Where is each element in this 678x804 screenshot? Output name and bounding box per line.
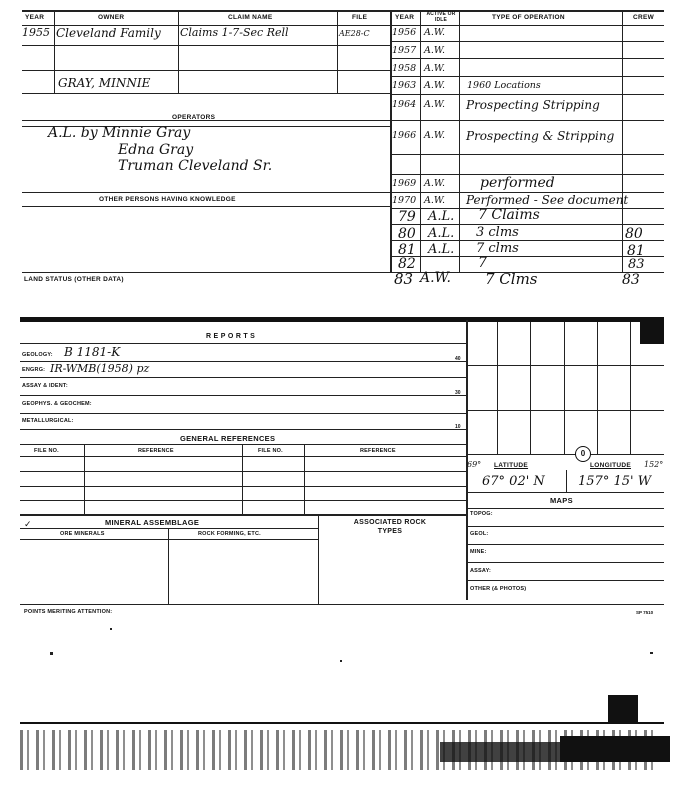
latitude-label: LATITUDE <box>494 462 529 469</box>
activity-year: 79 <box>398 209 416 225</box>
operators-title: OPERATORS <box>172 114 216 121</box>
reports-rule <box>20 514 466 516</box>
activity-year: 1970 <box>392 195 417 206</box>
activity-rule <box>390 76 664 77</box>
grid-line <box>530 322 531 454</box>
side-number: 10 <box>455 424 461 430</box>
activity-rule <box>390 224 664 225</box>
maps-row-assay: ASSAY: <box>470 568 492 574</box>
col-sep <box>337 25 338 93</box>
ref-header-file-no-2: FILE NO. <box>258 448 283 454</box>
maps-row-geol: GEOL: <box>470 531 489 537</box>
col-sep <box>459 10 460 272</box>
maps-rule <box>466 492 664 493</box>
activity-year: 1958 <box>392 63 417 74</box>
col-sep <box>54 25 55 93</box>
maps-rule <box>466 544 664 545</box>
card-top-edge <box>20 317 664 322</box>
activity-status: A.L. <box>428 226 455 241</box>
grid-line <box>466 454 664 455</box>
reports-rule <box>20 413 466 414</box>
activity-status: A.L. <box>428 209 455 224</box>
grid-line <box>630 322 631 454</box>
engrg-value: IR-WMB(1958) pz <box>50 362 150 375</box>
activity-status: A.W. <box>424 195 446 206</box>
header-type-of-operation: TYPE OF OPERATION <box>492 14 565 21</box>
grid-line <box>466 410 664 411</box>
activity-status: A.W. <box>424 178 446 189</box>
col-sep <box>318 514 319 604</box>
activity-crew: 83 <box>622 272 640 288</box>
activity-year: 81 <box>398 242 416 258</box>
grid-line <box>564 322 565 454</box>
land-status-rule <box>22 272 664 273</box>
activity-rule <box>390 58 664 59</box>
owner-row-file: AE28-C <box>339 29 370 38</box>
activity-status: A.W. <box>424 130 446 141</box>
activity-rule <box>390 41 664 42</box>
activity-rule <box>390 120 664 121</box>
col-sep <box>337 10 338 25</box>
maps-rule <box>466 580 664 581</box>
reports-rule <box>20 456 466 457</box>
side-number: 30 <box>455 390 461 396</box>
longitude-label: LONGITUDE <box>590 462 631 469</box>
header-file: FILE <box>352 14 368 21</box>
form-number: SP 7510 <box>636 610 654 615</box>
header-owner: OWNER <box>98 14 125 21</box>
reports-rule <box>20 539 318 540</box>
activity-operation: 7 <box>478 255 487 271</box>
reports-rule <box>20 444 466 445</box>
activity-year: 82 <box>398 256 416 272</box>
maps-row-other: OTHER (& PHOTOS) <box>470 586 527 592</box>
geophys-label: GEOPHYS. & GEOCHEM: <box>22 401 92 407</box>
col-sep <box>622 10 623 272</box>
operator-line-1: A.L. by Minnie Gray <box>48 125 191 141</box>
activity-year: 1957 <box>392 45 417 56</box>
maps-rule <box>466 508 664 509</box>
row-rule <box>22 93 390 94</box>
scan-noise-dark <box>560 736 670 762</box>
other-persons-title: OTHER PERSONS HAVING KNOWLEDGE <box>99 196 236 203</box>
reports-rule <box>20 429 466 430</box>
activity-operation: Prospecting Stripping <box>466 98 600 112</box>
activity-rule <box>390 94 664 95</box>
scan-edge <box>20 722 664 724</box>
reports-rule <box>20 395 466 396</box>
activity-operation: 7 Claims <box>478 207 540 223</box>
activity-year: 1956 <box>392 27 417 38</box>
left-mark: 69° <box>467 460 482 469</box>
header-year-2: YEAR <box>395 14 415 21</box>
operator-line-3: Truman Cleveland Sr. <box>118 158 273 174</box>
scan-speck <box>50 652 53 655</box>
scan-speck <box>340 660 342 662</box>
col-sep <box>420 10 421 272</box>
header-crew: CREW <box>633 14 655 21</box>
owner-row-2-owner: GRAY, MINNIE <box>58 76 151 90</box>
ref-header-file-no: FILE NO. <box>34 448 59 454</box>
activity-status: A.W. <box>424 63 446 74</box>
header-year: YEAR <box>25 14 45 21</box>
land-status-label: LAND STATUS (OTHER DATA) <box>24 276 124 283</box>
activity-status: A.W. <box>420 270 451 286</box>
geology-value: B 1181-K <box>64 345 121 359</box>
corner-mark <box>640 320 664 344</box>
general-references-title: GENERAL REFERENCES <box>180 434 276 443</box>
engrg-label: ENGRG: <box>22 367 46 373</box>
assay-label: ASSAY & IDENT: <box>22 383 68 389</box>
col-sep <box>242 444 243 514</box>
activity-year: 80 <box>398 226 416 242</box>
ref-header-reference: REFERENCE <box>138 448 174 454</box>
latitude-value: 67° 02' N <box>482 474 545 489</box>
reports-rule <box>20 377 466 378</box>
col-sep <box>84 444 85 514</box>
metallurgical-label: METALLURGICAL: <box>22 418 74 424</box>
col-sep <box>168 528 169 604</box>
activity-status: A.W. <box>424 45 446 56</box>
grid-line <box>497 322 498 454</box>
reports-rule <box>20 343 466 344</box>
rock-forming-label: ROCK FORMING, ETC. <box>198 531 261 537</box>
grid-line <box>597 322 598 454</box>
col-sep <box>566 470 567 492</box>
activity-crew: 80 <box>625 226 643 242</box>
ore-minerals-label: ORE MINERALS <box>60 531 105 537</box>
header-claim-name: CLAIM NAME <box>228 14 273 21</box>
scan-speck <box>110 628 112 630</box>
activity-status: A.L. <box>428 242 455 257</box>
owner-row-year: 1955 <box>22 26 50 39</box>
location-circle-marker: 0 <box>575 446 591 462</box>
mineral-assemblage-title: MINERAL ASSEMBLAGE <box>105 518 200 527</box>
ref-header-reference-2: REFERENCE <box>360 448 396 454</box>
longitude-value: 157° 15' W <box>578 474 652 489</box>
owner-row-owner: Cleveland Family <box>56 26 161 40</box>
section-rule <box>22 206 390 207</box>
col-sep <box>54 10 55 25</box>
activity-year: 1969 <box>392 178 417 189</box>
activity-operation: 3 clms <box>476 225 519 240</box>
activity-operation: 1960 Locations <box>467 80 541 91</box>
activity-crew: 83 <box>628 257 645 272</box>
maps-row-topog: TOPOG: <box>470 511 493 517</box>
grid-line <box>466 365 664 366</box>
side-number: 40 <box>455 356 461 362</box>
operator-line-2: Edna Gray <box>118 142 194 158</box>
owner-row-claim-name: Claims 1-7-Sec Rell <box>180 26 289 39</box>
col-sep <box>304 444 305 514</box>
header-active-idle: ACTIVE OR IDLE <box>426 11 456 23</box>
points-meriting-attention-label: POINTS MERITING ATTENTION: <box>24 609 113 615</box>
col-sep <box>178 25 179 93</box>
maps-rule <box>466 526 664 527</box>
activity-crew: 81 <box>627 243 645 259</box>
reports-rule <box>20 528 318 529</box>
longitude-mark: 152° <box>644 460 664 469</box>
activity-year: 1964 <box>392 99 417 110</box>
activity-operation: 7 clms <box>476 241 519 256</box>
maps-rule <box>466 562 664 563</box>
scan-block <box>608 695 638 723</box>
reports-rule <box>20 500 466 501</box>
activity-status: A.W. <box>424 80 446 91</box>
section-rule <box>22 192 390 193</box>
associated-rock-types-title: ASSOCIATED ROCK TYPES <box>353 519 427 535</box>
activity-rule <box>390 154 664 155</box>
activity-year: 83 <box>394 270 414 288</box>
activity-status: A.W. <box>424 27 446 38</box>
activity-operation: 7 Clms <box>485 270 538 288</box>
row-rule <box>22 45 390 46</box>
activity-year: 1963 <box>392 80 417 91</box>
geology-label: GEOLOGY: <box>22 352 53 358</box>
points-rule <box>20 604 664 605</box>
scan-speck <box>650 652 653 654</box>
reports-rule <box>20 471 466 472</box>
activity-operation: performed <box>480 175 555 191</box>
reports-title: REPORTS <box>206 333 258 340</box>
check-mark-icon: ✓ <box>24 519 32 529</box>
row-rule <box>22 70 390 71</box>
maps-title: MAPS <box>550 496 573 505</box>
reports-rule <box>20 486 466 487</box>
activity-year: 1966 <box>392 130 417 141</box>
col-sep <box>178 10 179 25</box>
activity-status: A.W. <box>424 99 446 110</box>
maps-row-mine: MINE: <box>470 549 487 555</box>
activity-operation: Prospecting & Stripping <box>466 129 615 143</box>
card-top-border <box>22 10 664 12</box>
activity-operation: Performed - See document <box>466 193 629 207</box>
